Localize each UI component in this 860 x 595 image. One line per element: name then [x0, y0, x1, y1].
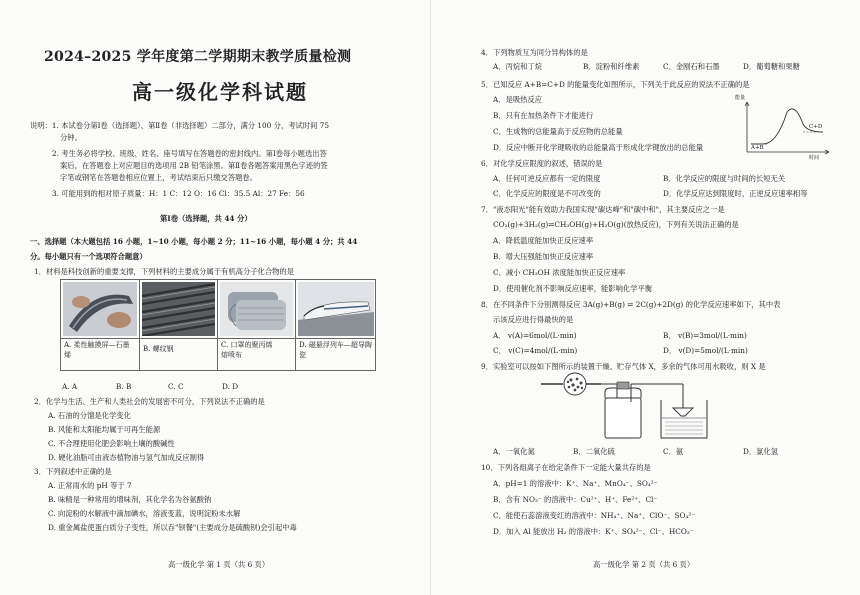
section1-heading-cont: 分。每小题只有一个选项符合题意） [30, 252, 147, 261]
q6-option-a: A．任何可逆反应都有一定的限度 [493, 174, 601, 183]
q6-option-c: C．化学反应的限度是不可改变的 [493, 189, 601, 198]
face-mask-image [220, 282, 293, 336]
q3-option-d: D. 重金属盐使蛋白质分子变性，所以吞"钡餐"(主要成分是硫酸钡)会引起中毒 [48, 523, 297, 532]
q4-stem: 4．下列物质互为同分异构体的是 [481, 48, 588, 57]
q2-option-d: D. 硬化油脂可由液态植物油与氢气加成反应制得 [48, 453, 205, 462]
q9-option-d: D．氯化氢 [743, 447, 779, 456]
energy-profile-diagram [735, 95, 833, 161]
instruction-line: 字笔或钢笔在答题卷相应位置上，考试结束后只缴交答题卷。 [60, 173, 258, 182]
q5-option-b: B．只有在加热条件下才能进行 [493, 111, 594, 120]
q7-option-a: A．降低温度能加快正反应速率 [493, 236, 594, 245]
reactant-label: A+B [751, 145, 764, 151]
q3-option-b: B. 味精是一种常用的增味剂，其化学名为谷氨酸钠 [48, 495, 212, 504]
time-axis-label: 时间 [809, 155, 820, 161]
instruction-line: 案后，在答题卷上对应题目的选项用 2B 铅笔涂黑。第Ⅱ卷各题答案用黑色字迹的签 [60, 161, 328, 170]
section1-heading: 一、选择题（本大题包括 16 小题，1~10 小题，每小题 2 分；11~16 小题，每小题 4 分；共 44 [30, 237, 358, 246]
q1-caption-d-cont: 瓷 [299, 351, 306, 359]
q1-option-d: D. D [222, 382, 239, 391]
q4-option-c: C．金刚石和石墨 [663, 62, 720, 71]
q6-stem: 6．对化学反应限度的叙述，错误的是 [481, 159, 603, 168]
q9-option-c: C．氨 [663, 447, 684, 456]
q4-option-b: B．淀粉和纤维素 [583, 62, 640, 71]
q8-stem-cont: 示该反应进行得最快的是 [493, 315, 574, 324]
q8-option-d: D． v(D)=5mol/(L·min) [663, 346, 748, 355]
instruction-line: 2. 考生务必将学校、班级、姓名、座号填写在答题卷的密封线内。第Ⅰ卷每小题选出答 [52, 149, 327, 158]
q1-caption-d: D. 磁悬浮列车—超导陶 [299, 341, 372, 349]
q6-option-d: D．化学反应达到限度时，正逆反应速率相等 [663, 189, 808, 198]
q8-stem: 8．在不同条件下分别测得反应 3A(g)+B(g) ⇌ 2C(g)+2D(g) 的化学反应速率如下，其中表 [481, 300, 781, 309]
gas-drying-apparatus-diagram [535, 372, 735, 442]
q10-option-c: C．能使石蕊溶液变红的溶液中：NH₄⁺、Na⁺、ClO⁻、SO₄²⁻ [493, 511, 696, 520]
product-label: C+D [809, 124, 823, 130]
q7-stem-cont: CO₂(g)+3H₂(g)⇌CH₃OH(g)+H₂O(g)(放热反应)，下列有关说法正确的是 [493, 220, 739, 229]
q2-option-a: A. 石油的分馏是化学变化 [48, 411, 131, 420]
q1-caption-c-cont: 熔喷布 [221, 351, 242, 359]
q1-caption-a: A. 柔性触摸屏—石墨 [64, 341, 130, 349]
q3-stem: 3．下列叙述中正确的是 [34, 467, 112, 476]
instruction-line: 说明：1. 本试卷分第Ⅰ卷（选择题）、第Ⅱ卷（非选择题）二部分，满分 100 分，考试时间 75 [30, 121, 330, 130]
energy-axis-label: 能量 [735, 95, 746, 101]
q7-option-d: D．使用催化剂不影响反应速率，能影响化学平衡 [493, 284, 653, 293]
graphene-touchscreen-image [63, 282, 137, 336]
q8-option-c: C． v(C)=4mol/(L·min) [493, 346, 578, 355]
instruction-line: 分钟。 [60, 133, 82, 142]
q9-option-a: A．一氧化氮 [493, 447, 535, 456]
q8-option-a: A． v(A)=6mol/(L·min) [493, 331, 577, 340]
q10-stem: 10．下列各组离子在给定条件下一定能大量共存的是 [481, 463, 651, 472]
q7-option-c: C．减小 CH₃OH 浓度能加快正反应速率 [493, 268, 626, 277]
q9-option-b: B．二氧化硫 [573, 447, 615, 456]
q3-option-a: A. 正常雨水的 pH 等于 7 [48, 481, 132, 490]
q6-option-b: B．化学反应的限度与时间的长短无关 [663, 174, 786, 183]
q1-image-table [60, 279, 376, 371]
q5-option-d: D．反应中断开化学键吸收的总能量高于形成化学键放出的总能量 [493, 143, 704, 152]
q8-option-b: B． v(B)=3mol/(L·min) [663, 331, 747, 340]
instruction-line: 3. 可能用到的相对原子质量：H：1 C：12 O：16 Cl：35.5 Al：27 Fe：56 [52, 189, 305, 198]
exam-title: 2024–2025 学年度第二学期期末教学质量检测 [44, 49, 352, 65]
part1-header: 第Ⅰ卷（选择题，共 44 分） [160, 214, 252, 223]
rebar-image [142, 282, 215, 336]
page-2-footer: 高一级化学 第 2 页（共 6 页） [593, 560, 695, 569]
q4-option-d: D．葡萄糖和果糖 [743, 62, 800, 71]
q10-option-a: A．pH=1 的溶液中：K⁺、Na⁺、MnO₄⁻、SO₄²⁻ [493, 479, 658, 488]
q5-stem: 5．已知反应 A+B=C+D 的能量变化如图所示，下列关于此反应的说法不正确的是 [481, 80, 750, 89]
q7-stem: 7．"液态阳光"能有效助力我国实现"碳达峰"和"碳中和"，其主要反应之一是 [481, 205, 725, 214]
q1-option-a: A. A [62, 382, 78, 391]
q3-option-c: C. 向淀粉的水解液中滴加碘水，溶液变蓝，说明淀粉未水解 [48, 509, 241, 518]
q2-option-b: B. 风能和太阳能均属于可再生能源 [48, 425, 161, 434]
page-1-footer: 高一级化学 第 1 页（共 6 页） [168, 560, 270, 569]
q1-option-b: B. B [116, 382, 132, 391]
q7-option-b: B．增大压强能加快正反应速率 [493, 252, 594, 261]
q1-caption-b: B. 螺纹钢 [143, 345, 174, 353]
q1-caption-c: C. 口罩的聚丙烯 [221, 341, 273, 349]
q10-option-b: B．含有 NO₃⁻ 的溶液中：Cu²⁺、H⁺、Fe²⁺、Cl⁻ [493, 495, 658, 504]
q5-option-c: C．生成物的总能量高于反应物的总能量 [493, 127, 623, 136]
q1-option-c: C. C [168, 382, 184, 391]
exam-page-2 [430, 0, 860, 595]
maglev-train-image [298, 282, 374, 336]
q2-stem: 2．化学与生活、生产和人类社会的发展密不可分，下列说法不正确的是 [34, 397, 265, 406]
q2-option-c: C. 不合理使用化肥会影响土壤的酸碱性 [48, 439, 175, 448]
q4-option-a: A．丙烷和丁烷 [493, 62, 543, 71]
q1-stem: 1．材料是科技创新的重要支撑，下列材料的主要成分属于有机高分子化合物的是 [34, 267, 295, 276]
q10-option-d: D．加入 Al 能放出 H₂ 的溶液中：K⁺、SO₄²⁻、Cl⁻、HCO₃⁻ [493, 527, 694, 536]
subject-title: 高一级化学科试题 [132, 80, 308, 104]
q1-caption-a-cont: 烯 [64, 351, 71, 359]
q9-stem: 9．实验室可以按如下图所示的装置干燥、贮存气体 X，多余的气体可用水吸收，则 X 是 [481, 362, 766, 371]
q5-option-a: A．是吸热反应 [493, 95, 543, 104]
